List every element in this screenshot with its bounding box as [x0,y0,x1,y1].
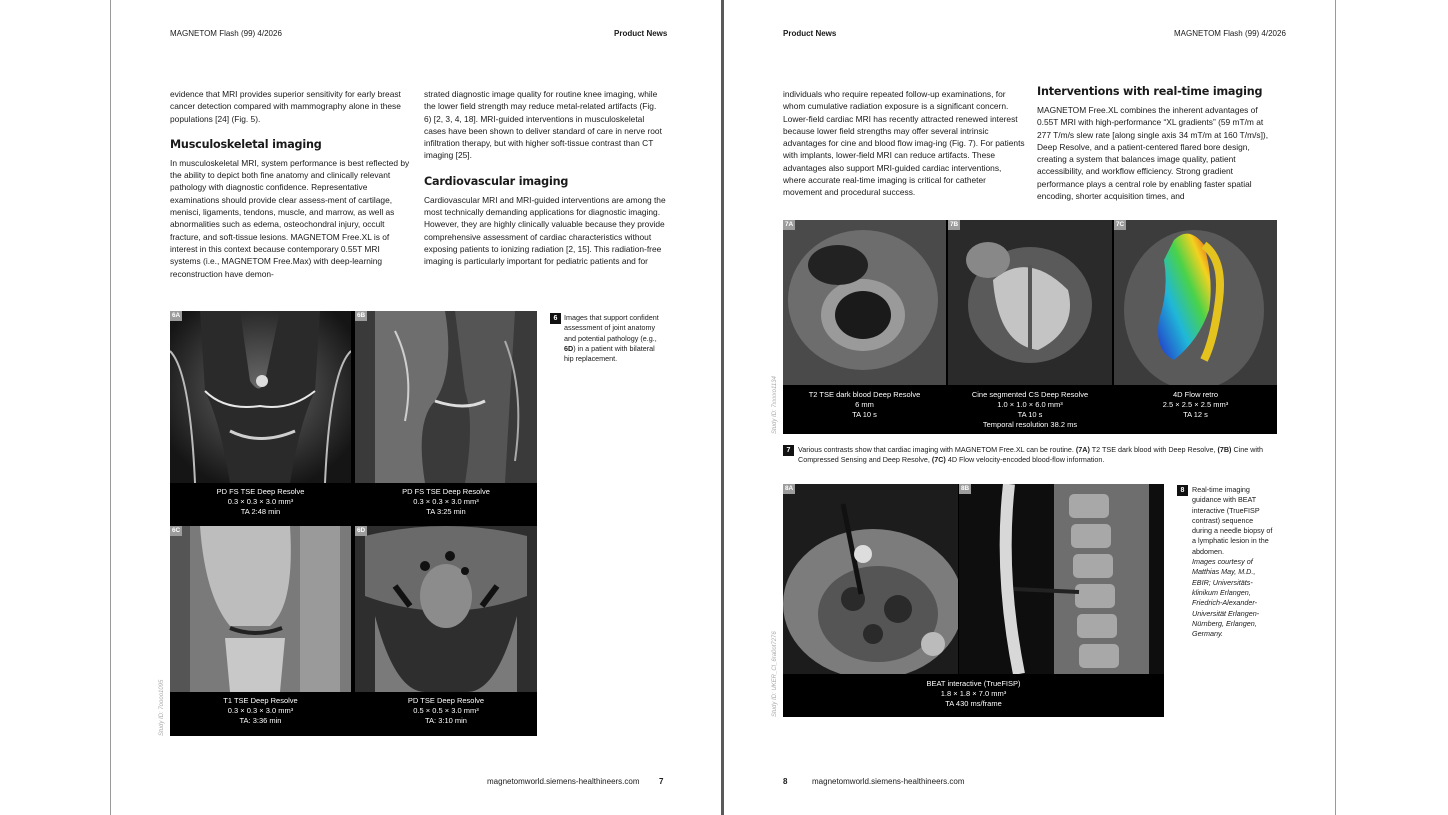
panel-tag: 7C [1116,221,1125,228]
caption-7a: T2 TSE dark blood Deep Resolve 6 mm TA 10 s [808,390,921,420]
paragraph-cardiac-low-field: individuals who require repeated follow-up examinations, for whom cumulative radiation exposure is a significant concern. Lower-field cardiac MRI has recently attracted renewed interest because lower field strengths may offer several intrinsic advantages for cine and blood flow imag-ing (Fig. 7). For patients with implants, lower-field MRI can reduce artifacts. These advantages also support MRI-guided cardiac interventions, where accurate real-time imaging is critical for catheter movement and procedural success. [783,89,1025,198]
caption-6b: PD FS TSE Deep Resolve 0.3 × 0.3 × 3.0 mm³ TA 3:25 min [402,487,490,517]
image-7a-short-axis [783,220,946,385]
image-8b-spine-sagittal [959,484,1164,674]
panel-tag: 7B [950,221,959,228]
paragraph-cardiovascular: Cardiovascular MRI and MRI-guided interventions are among the most technically demanding applications for diagnostic imaging. However, they are highly clinically valuable because they provide comprehensive assessment of cardiac characteristics without exposing patients to ionizing radiation [2, 15]. This radiation-free imaging is particularly important for pediatric patients and for [424,194,666,267]
section-header: Product News [783,29,837,38]
study-id-6: Study ID: 7oooo1095 [159,679,165,736]
figure-6-caption: Images that support confident assessment of joint anatomy and potential pathology (e.g., 6D) in a patient with bilateral hip replacement. [564,313,659,364]
footer-url[interactable]: magnetomworld.siemens-healthineers.com [812,777,965,786]
study-id-7: Study ID: 7xxxxo1134 [772,376,778,434]
panel-tag: 6A [172,312,181,319]
temporal-resolution: Temporal resolution 38.2 ms [982,420,1078,429]
paragraph-interventions: MAGNETOM Free.XL combines the inherent advantages of 0.55T MRI with high-performance “XL gradients” (59 mT/m at 277 T/m/s slew rate [along single axis 34 mT/m at 160 T/m/s]), Deep Resolve, and a patient-centered flared bore design, creating a system that balances image quality, patient accessibility, and workflow efficiency. Strong gradient performance plays a central role by enabling faster spatial encoding, shorter acquisition times, and [1037,105,1269,202]
paragraph-breast-cancer: evidence that MRI provides superior sensitivity for early breast cancer detection compared with mammography alone in these populations [24] (Fig. 5). [170,89,401,124]
figure-number-7: 7 [783,445,794,456]
panel-tag: 8B [961,485,970,492]
magazine-issue-header: MAGNETOM Flash (99) 4/2026 [1174,29,1286,38]
page-number: 8 [783,777,788,786]
caption-7b: Cine segmented CS Deep Resolve 1.0 × 1.0 × 6.0 mm³ TA 10 s [971,390,1089,420]
caption-6c: T1 TSE Deep Resolve 0.3 × 0.3 × 3.0 mm³ TA: 3:36 min [223,696,298,726]
caption-8: BEAT interactive (TrueFISP) 1.8 × 1.8 × 7.0 mm³ TA 430 ms/frame [926,679,1021,709]
figure-7-caption: Various contrasts show that cardiac imaging with MAGNETOM Free.XL can be routine. (7A) T2 TSE dark blood with Deep Resolve, (7B) Cine with Compressed Sensing and Deep Resolve, (7C) 4D Flow velocity-encoded blood-flow information. [798,445,1264,465]
section-header: Product News [614,29,668,38]
heading-cardiovascular: Cardiovascular imaging [424,174,569,188]
image-8a-abdomen-axial [783,484,958,674]
figure-6 [170,311,537,736]
footer-url[interactable]: magnetomworld.siemens-healthineers.com [487,777,640,786]
page-number: 7 [659,777,664,786]
right-column-1 [783,88,1025,199]
page-8 [724,0,1336,815]
caption-6a: PD FS TSE Deep Resolve 0.3 × 0.3 × 3.0 mm³ TA 2:48 min [216,487,305,517]
study-id-8: Study ID: UKER_Cl_6ra0ot7276 [772,631,778,717]
page-7 [110,0,722,815]
caption-6d: PD TSE Deep Resolve 0.5 × 0.5 × 3.0 mm³ TA: 3:10 min [407,696,485,726]
panel-tag: 6D [357,527,366,534]
panel-tag: 8A [785,485,794,492]
heading-interventions: Interventions with real-time imaging [1037,85,1263,98]
figure-number-8: 8 [1177,485,1188,496]
left-column-1 [170,88,411,280]
magazine-issue-header: MAGNETOM Flash (99) 4/2026 [170,29,282,38]
panel-tag: 6B [357,312,366,319]
paragraph-knee-imaging: strated diagnostic image quality for routine knee imaging, while the lower field strength may reduce metal-related artifacts (Fig. 6) [2, 3, 4, 18]. MRI-guided interventions in musculoskeletal cases have been shown to deliver standard of care in nerve root infiltration therapy, but with higher soft-tissue contrast than CT imaging [25]. [424,89,662,161]
image-6b-knee-sagittal [355,311,537,483]
figure-7 [783,220,1277,434]
panel-tag: 7A [785,221,794,228]
image-6d-pelvis-coronal [355,526,537,692]
figure-8 [783,484,1164,717]
image-credit: Images courtesy of Matthias May, M.D., EBIR; Universitäts-klinikum Erlangen, Friedrich-Alexander-Universität Erlangen-Nürnberg, Erlangen, Germany. [1192,557,1260,639]
image-6c-knee-sagittal-t1 [170,526,351,692]
figure-number-6: 6 [550,313,561,324]
panel-tag: 6C [172,527,181,534]
image-7c-4d-flow [1114,220,1277,385]
figure-8-caption: Real-time imaging guidance with BEAT interactive (TrueFISP contrast) sequence during a needle biopsy of a lymphatic lesion in the abdomen. Images courtesy of Matthias May, M.D., EBIR; Universitäts-klinikum Erlangen, Friedrich-Alexander-Universität Erlangen-Nürnberg, Erlangen, Germany. [1192,485,1273,639]
image-6a-knee-coronal [170,311,351,483]
image-7b-cine-four-chamber [948,220,1112,385]
left-column-2 [424,88,666,268]
caption-7c: 4D Flow retro 2.5 × 2.5 × 2.5 mm³ TA 12 s [1162,390,1229,420]
paragraph-musculoskeletal: In musculoskeletal MRI, system performance is best reflected by the ability to depict both fine anatomy and clinically relevant pathology with diagnostic confidence. Representative examinations should provide clear assess-ment of cartilage, menisci, ligaments, tendons, muscle, and marrow, as well as abnormalities such as edema, osteochondral injury, occult fracture, and soft-tissue lesions. MAGNETOM Free.XL is of interest in this context because contemporary 0.55T MRI systems (i.e., MAGNETOM Free.Max) with deep-learning reconstruction have demon- [170,157,410,279]
heading-musculoskeletal: Musculoskeletal imaging [170,137,322,151]
right-column-2 [1037,85,1279,202]
